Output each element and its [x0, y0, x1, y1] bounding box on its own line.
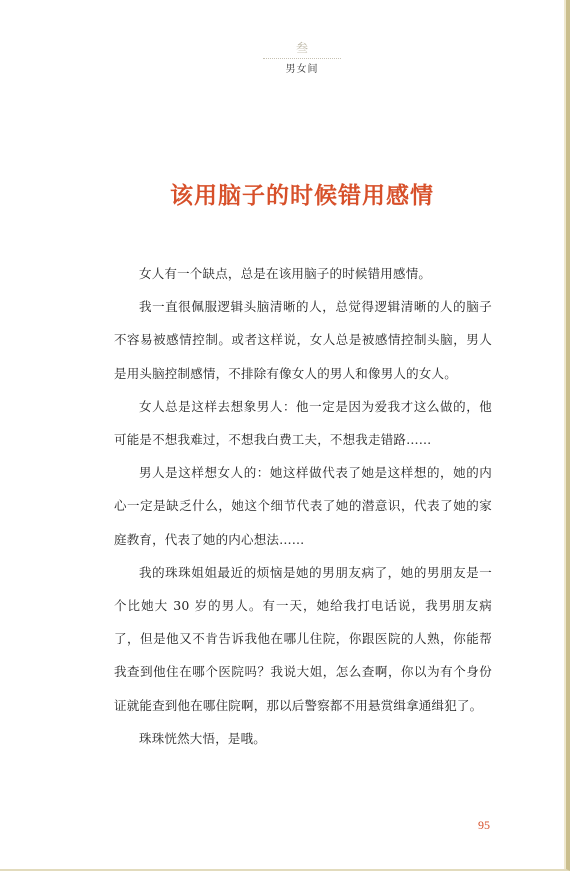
paragraph: 我的珠珠姐姐最近的烦恼是她的男朋友病了，她的男朋友是一个比她大 30 岁的男人。有一天，她给我打电话说，我男朋友病了，但是他又不肯告诉我他在哪儿住院，你跟医院的人熟，你能帮我查到他住在哪个医院吗？我说大姐，怎么查啊，你以为有个身份证就能查到他在哪住院啊，那以后警察都不用悬赏缉拿通缉犯了。: [114, 564, 492, 713]
paragraph: 我一直很佩服逻辑头脑清晰的人，总觉得逻辑清晰的人的脑子不容易被感情控制。或者这样说，女人总是被感情控制头脑，男人是用头脑控制感情，不排除有像女人的男人和像男人的女人。: [114, 299, 492, 381]
running-header: [263, 40, 341, 77]
section-name: 男女间: [285, 64, 319, 75]
article-title: 该用脑子的时候错用感情: [170, 182, 434, 210]
article-body: [114, 257, 492, 755]
paragraph: 男人是这样想女人的：她这样做代表了她是这样想的，她的内心一定是缺乏什么，她这个细节代表了她的潜意识，代表了她的家庭教育，代表了她的内心想法……: [114, 465, 492, 547]
paragraph: 女人有一个缺点，总是在该用脑子的时候错用感情。: [139, 266, 432, 281]
paragraph: 珠珠恍然大悟，是哦。: [139, 730, 267, 746]
paragraph: 女人总是这样去想象男人：他一定是因为爱我才这么做的，他可能是不想我难过，不想我白费工夫，不想我走错路……: [114, 398, 492, 448]
header-divider: [263, 58, 341, 59]
page-number: 95: [478, 818, 490, 832]
chapter-number: 叁: [295, 41, 308, 55]
